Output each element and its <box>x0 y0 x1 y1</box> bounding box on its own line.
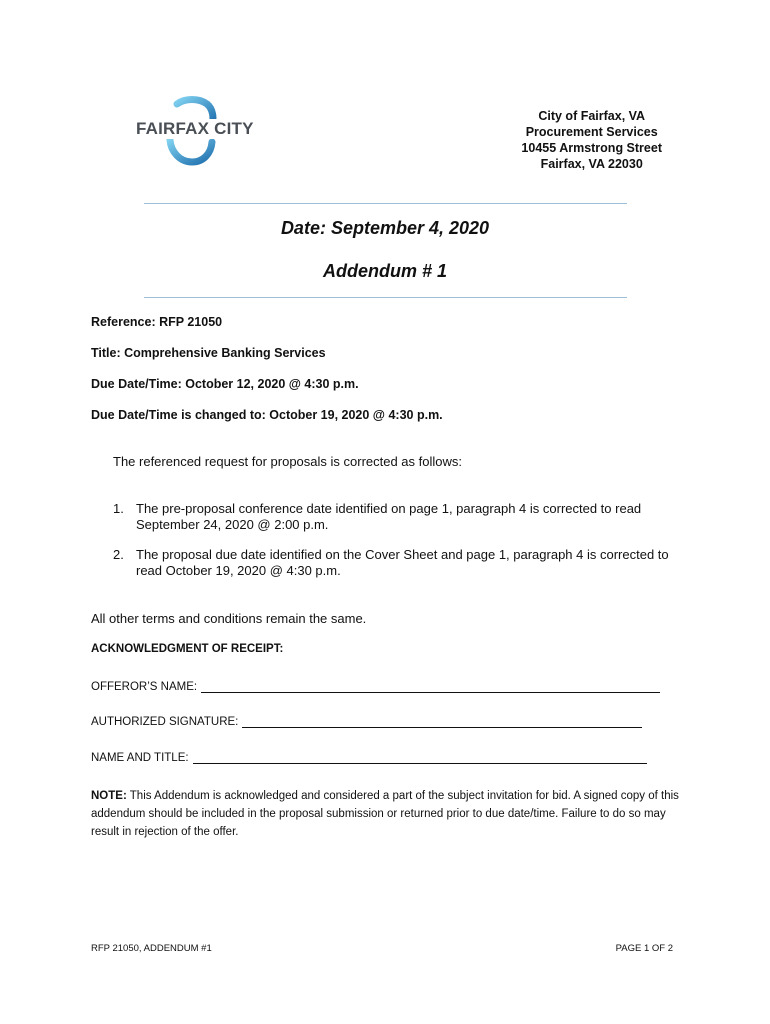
note-text: This Addendum is acknowledged and considered a part of the subject invitation for bid. A signed copy of this addendum should be included in the proposal submission or returned prior to due date/time. Failure to do so may result in rejection of the offer. <box>91 790 679 838</box>
authorized-signature-line <box>91 715 642 728</box>
name-and-title-line <box>91 751 647 764</box>
list-item-number: 2. <box>113 547 124 562</box>
reference-field: Reference: RFP 21050 <box>91 315 223 329</box>
footer-page-number: PAGE 1 OF 2 <box>615 943 673 954</box>
authorized-signature-label: AUTHORIZED SIGNATURE: <box>91 716 239 728</box>
intro-text: The referenced request for proposals is corrected as follows: <box>113 454 463 469</box>
footer-reference: RFP 21050, ADDENDUM #1 <box>91 943 212 954</box>
address-line-zip: Fairfax, VA 22030 <box>540 157 643 171</box>
name-and-title-label: NAME AND TITLE: <box>91 752 189 764</box>
due-date-field: Due Date/Time: October 12, 2020 @ 4:30 p.m. <box>91 377 359 391</box>
address-line-department: Procurement Services <box>525 125 658 139</box>
divider-top <box>144 203 627 204</box>
title-field: Title: Comprehensive Banking Services <box>91 346 326 360</box>
note-label: NOTE: <box>91 790 127 802</box>
address-line-street: 10455 Armstrong Street <box>521 141 662 155</box>
list-item-text: The proposal due date identified on the Cover Sheet and page 1, paragraph 4 is corrected to read October 19, 2020 @ 4:30 p.m. <box>136 547 669 578</box>
authorized-signature-field[interactable] <box>242 715 642 728</box>
changed-due-date-field: Due Date/Time is changed to: October 19, 2020 @ 4:30 p.m. <box>91 408 443 422</box>
offeror-name-label: OFFEROR’S NAME: <box>91 681 198 693</box>
address-line-city: City of Fairfax, VA <box>538 109 646 123</box>
addendum-heading: Addendum # 1 <box>322 261 447 281</box>
offeror-name-line <box>91 680 660 693</box>
remain-statement: All other terms and conditions remain the same. <box>91 611 367 626</box>
fairfax-city-logo <box>133 96 254 168</box>
list-item-text: The pre-proposal conference date identified on page 1, paragraph 4 is corrected to read September 24, 2020 @ 2:00 p.m. <box>136 501 642 532</box>
offeror-name-field[interactable] <box>201 680 660 693</box>
date-heading: Date: September 4, 2020 <box>280 218 490 238</box>
list-item-number: 1. <box>113 501 124 516</box>
address-block <box>521 108 662 172</box>
acknowledgment-title: ACKNOWLEDGMENT OF RECEIPT: <box>91 643 284 655</box>
logo-text: FAIRFAX CITY <box>136 119 254 138</box>
divider-bottom <box>144 297 627 298</box>
name-and-title-field[interactable] <box>193 751 647 764</box>
note-paragraph <box>91 787 686 841</box>
